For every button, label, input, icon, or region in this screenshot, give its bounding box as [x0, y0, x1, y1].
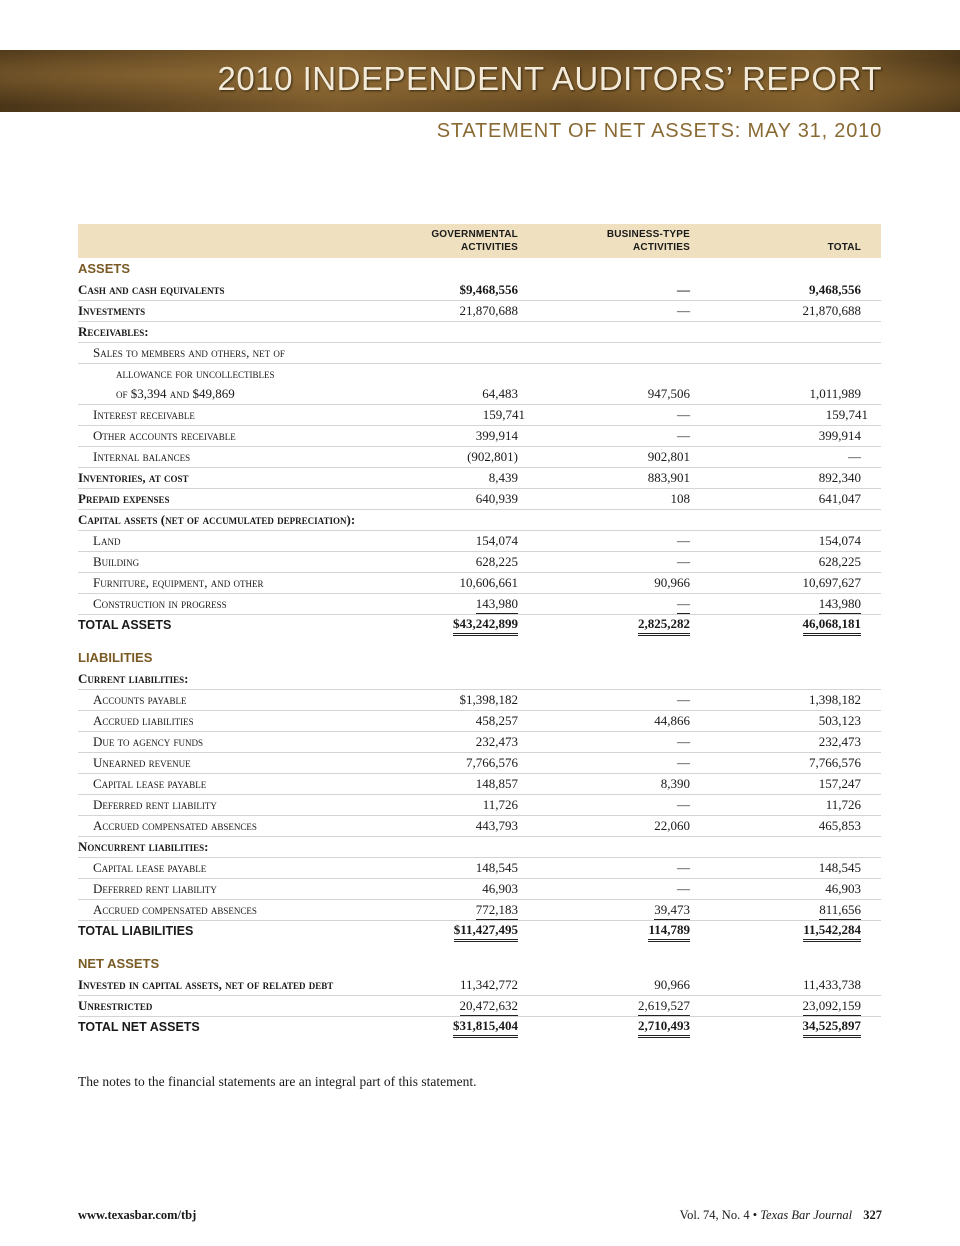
row-label: Construction in progress: [93, 596, 227, 611]
row-label: Building: [93, 554, 140, 569]
governmental-value: 148,857: [475, 776, 518, 791]
governmental-value: 20,472,632: [460, 996, 519, 1016]
governmental-value: 8,439: [488, 470, 518, 485]
business-type-value: 947,506: [647, 386, 690, 401]
report-title: 2010 INDEPENDENT AUDITORS’ REPORT: [217, 60, 882, 97]
total-value: 232,473: [818, 734, 861, 749]
statement-note: The notes to the financial statements are an integral part of this statement.: [78, 1074, 477, 1089]
table-row: [78, 837, 881, 858]
total-value: 892,340: [818, 470, 861, 485]
governmental-value: 148,545: [475, 860, 518, 875]
table-row: [78, 447, 881, 468]
total-value: 465,853: [818, 818, 861, 833]
table-row: [78, 489, 881, 510]
table-row: [78, 594, 881, 615]
governmental-value: $1,398,182: [459, 692, 518, 707]
row-label: TOTAL ASSETS: [78, 618, 172, 632]
table-row: [78, 322, 881, 343]
governmental-value: 458,257: [475, 713, 518, 728]
total-liabilities-row: [78, 921, 881, 941]
row-label: TOTAL NET ASSETS: [78, 1020, 200, 1034]
row-label: Capital assets (net of accumulated depreciation):: [78, 512, 356, 527]
section-heading-liabilities: LIABILITIES: [78, 650, 153, 665]
table-row: [78, 531, 881, 552]
total-value: 11,542,284: [803, 921, 861, 942]
row-label: Accrued compensated absences: [93, 818, 257, 833]
row-label: Accrued liabilities: [93, 713, 194, 728]
business-type-value: 2,619,527: [638, 996, 690, 1016]
statement-subtitle: STATEMENT OF NET ASSETS: MAY 31, 2010: [436, 120, 882, 142]
governmental-value: 46,903: [482, 881, 518, 896]
row-label: Deferred rent liability: [93, 797, 217, 812]
governmental-value: 11,726: [482, 797, 518, 812]
governmental-value: 628,225: [475, 554, 518, 569]
total-value: 399,914: [818, 428, 861, 443]
total-value: 11,726: [825, 797, 861, 812]
row-label: Accrued compensated absences: [93, 902, 257, 917]
governmental-value: 159,741: [482, 407, 525, 422]
table-row: [78, 384, 881, 405]
row-label: Deferred rent liability: [93, 881, 217, 896]
row-label: Internal balances: [93, 449, 191, 464]
governmental-value: 154,074: [475, 533, 518, 548]
governmental-value: 640,939: [475, 491, 518, 506]
total-value: 1,398,182: [809, 692, 861, 707]
row-label: Cash and cash equivalents: [78, 282, 225, 297]
row-label: Capital lease payable: [93, 860, 207, 875]
total-assets-row: [78, 615, 881, 635]
business-type-value: 22,060: [654, 818, 690, 833]
governmental-value: (902,801): [467, 449, 518, 464]
journal-name: Texas Bar Journal: [760, 1208, 853, 1222]
business-type-value: 902,801: [647, 449, 690, 464]
business-type-value: 90,966: [654, 977, 690, 992]
total-value: 148,545: [818, 860, 861, 875]
total-value: 157,247: [818, 776, 861, 791]
business-type-value: —: [677, 282, 690, 297]
total-value: 34,525,897: [803, 1017, 862, 1038]
governmental-value: 772,183: [476, 900, 518, 920]
table-row: [78, 573, 881, 594]
table-row: [78, 711, 881, 732]
business-type-value: —: [677, 533, 690, 548]
section-heading-assets: ASSETS: [78, 261, 131, 276]
table-row: [78, 795, 881, 816]
table-row: [78, 774, 881, 795]
total-value: 811,656: [819, 900, 861, 920]
business-type-value: —: [677, 554, 690, 569]
table-header: [78, 224, 881, 258]
row-label: Due to agency funds: [93, 734, 203, 749]
total-value: 21,870,688: [802, 303, 861, 318]
volume-issue: Vol. 74, No. 4: [679, 1208, 750, 1222]
section-heading-net-assets: NET ASSETS: [78, 956, 160, 971]
business-type-value: —: [677, 860, 690, 875]
governmental-value: 443,793: [475, 818, 518, 833]
total-value: 9,468,556: [809, 282, 861, 297]
total-value: 503,123: [818, 713, 861, 728]
table-row: [78, 280, 881, 301]
business-type-value: 8,390: [660, 776, 690, 791]
table-row: [78, 301, 881, 322]
business-type-value: 39,473: [654, 900, 690, 920]
total-value: 7,766,576: [809, 755, 861, 770]
row-label: of $3,394 and $49,869: [116, 386, 235, 401]
total-value: 143,980: [819, 594, 861, 614]
footer-url[interactable]: www.texasbar.com/tbj: [78, 1208, 197, 1222]
total-value: 1,011,989: [809, 386, 861, 401]
governmental-value: 399,914: [475, 428, 518, 443]
table-row: [78, 690, 881, 711]
table-row: [78, 732, 881, 753]
governmental-value: 64,483: [482, 386, 518, 401]
row-label: Prepaid expenses: [78, 491, 170, 506]
business-type-value: 114,789: [648, 921, 690, 942]
row-label: Noncurrent liabilities:: [78, 839, 209, 854]
column-header-business-type: BUSINESS-TYPE ACTIVITIES: [606, 229, 690, 253]
business-type-value: 883,901: [647, 470, 690, 485]
table-row: [78, 669, 881, 690]
table-row: [78, 879, 881, 900]
total-value: 641,047: [818, 491, 861, 506]
table-row: [78, 753, 881, 774]
table-row: [78, 996, 881, 1017]
row-label: Other accounts receivable: [93, 428, 236, 443]
table-row: [78, 510, 881, 531]
table-row: [78, 900, 881, 921]
governmental-value: 232,473: [475, 734, 518, 749]
total-value: 11,433,738: [802, 977, 861, 992]
table-row: [78, 975, 881, 996]
governmental-value: 143,980: [476, 594, 518, 614]
row-label: allowance for uncollectibles: [116, 366, 275, 381]
business-type-value: —: [677, 881, 690, 896]
row-label: Unearned revenue: [93, 755, 191, 770]
business-type-value: —: [677, 407, 690, 422]
business-type-value: 44,866: [654, 713, 690, 728]
table-row: [78, 343, 881, 364]
table-row: [78, 426, 881, 447]
governmental-value: 21,870,688: [459, 303, 518, 318]
row-label: Capital lease payable: [93, 776, 207, 791]
row-label: Current liabilities:: [78, 671, 189, 686]
total-value: 159,741: [825, 407, 868, 422]
business-type-value: 2,710,493: [638, 1017, 690, 1038]
governmental-value: 10,606,661: [459, 575, 518, 590]
governmental-value: $11,427,495: [454, 921, 518, 942]
business-type-value: —: [677, 797, 690, 812]
governmental-value: $31,815,404: [453, 1017, 518, 1038]
table-row: [78, 468, 881, 489]
business-type-value: —: [677, 428, 690, 443]
governmental-value: 7,766,576: [466, 755, 518, 770]
business-type-value: —: [677, 594, 690, 614]
row-label: Investments: [78, 303, 146, 318]
business-type-value: —: [677, 303, 690, 318]
row-label: TOTAL LIABILITIES: [78, 924, 194, 938]
title-banner: [0, 50, 960, 112]
row-label: Unrestricted: [78, 998, 153, 1013]
business-type-value: 2,825,282: [638, 615, 690, 636]
table-row: [78, 364, 881, 384]
row-label: Invested in capital assets, net of related debt: [78, 977, 334, 992]
governmental-value: $9,468,556: [459, 282, 518, 297]
total-value: 23,092,159: [803, 996, 862, 1016]
governmental-value: 11,342,772: [459, 977, 518, 992]
total-value: 46,068,181: [803, 615, 862, 636]
row-label: Land: [93, 533, 121, 548]
table-row: [78, 858, 881, 879]
total-value: 10,697,627: [802, 575, 861, 590]
row-label: Receivables:: [78, 324, 149, 339]
column-header-total: TOTAL: [827, 242, 861, 253]
total-value: 628,225: [818, 554, 861, 569]
business-type-value: 90,966: [654, 575, 690, 590]
total-value: 46,903: [825, 881, 861, 896]
business-type-value: —: [677, 755, 690, 770]
row-label: Sales to members and others, net of: [93, 345, 285, 360]
business-type-value: 108: [670, 491, 690, 506]
business-type-value: —: [677, 692, 690, 707]
column-header-governmental: GOVERNMENTAL ACTIVITIES: [431, 229, 518, 253]
table-row: [78, 816, 881, 837]
row-label: Inventories, at cost: [78, 470, 189, 485]
business-type-value: —: [677, 734, 690, 749]
total-net-assets-row: [78, 1017, 881, 1037]
row-label: Interest receivable: [93, 407, 195, 422]
total-value: 154,074: [818, 533, 861, 548]
table-row: [78, 405, 881, 426]
table-row: [78, 552, 881, 573]
net-assets-table: [78, 224, 881, 1037]
total-value: —: [848, 449, 861, 464]
bullet-separator: •: [752, 1208, 758, 1222]
footer-citation: [680, 1208, 882, 1223]
governmental-value: $43,242,899: [453, 615, 518, 636]
row-label: Furniture, equipment, and other: [93, 575, 264, 590]
row-label: Accounts payable: [93, 692, 187, 707]
page-number: 327: [863, 1208, 882, 1222]
